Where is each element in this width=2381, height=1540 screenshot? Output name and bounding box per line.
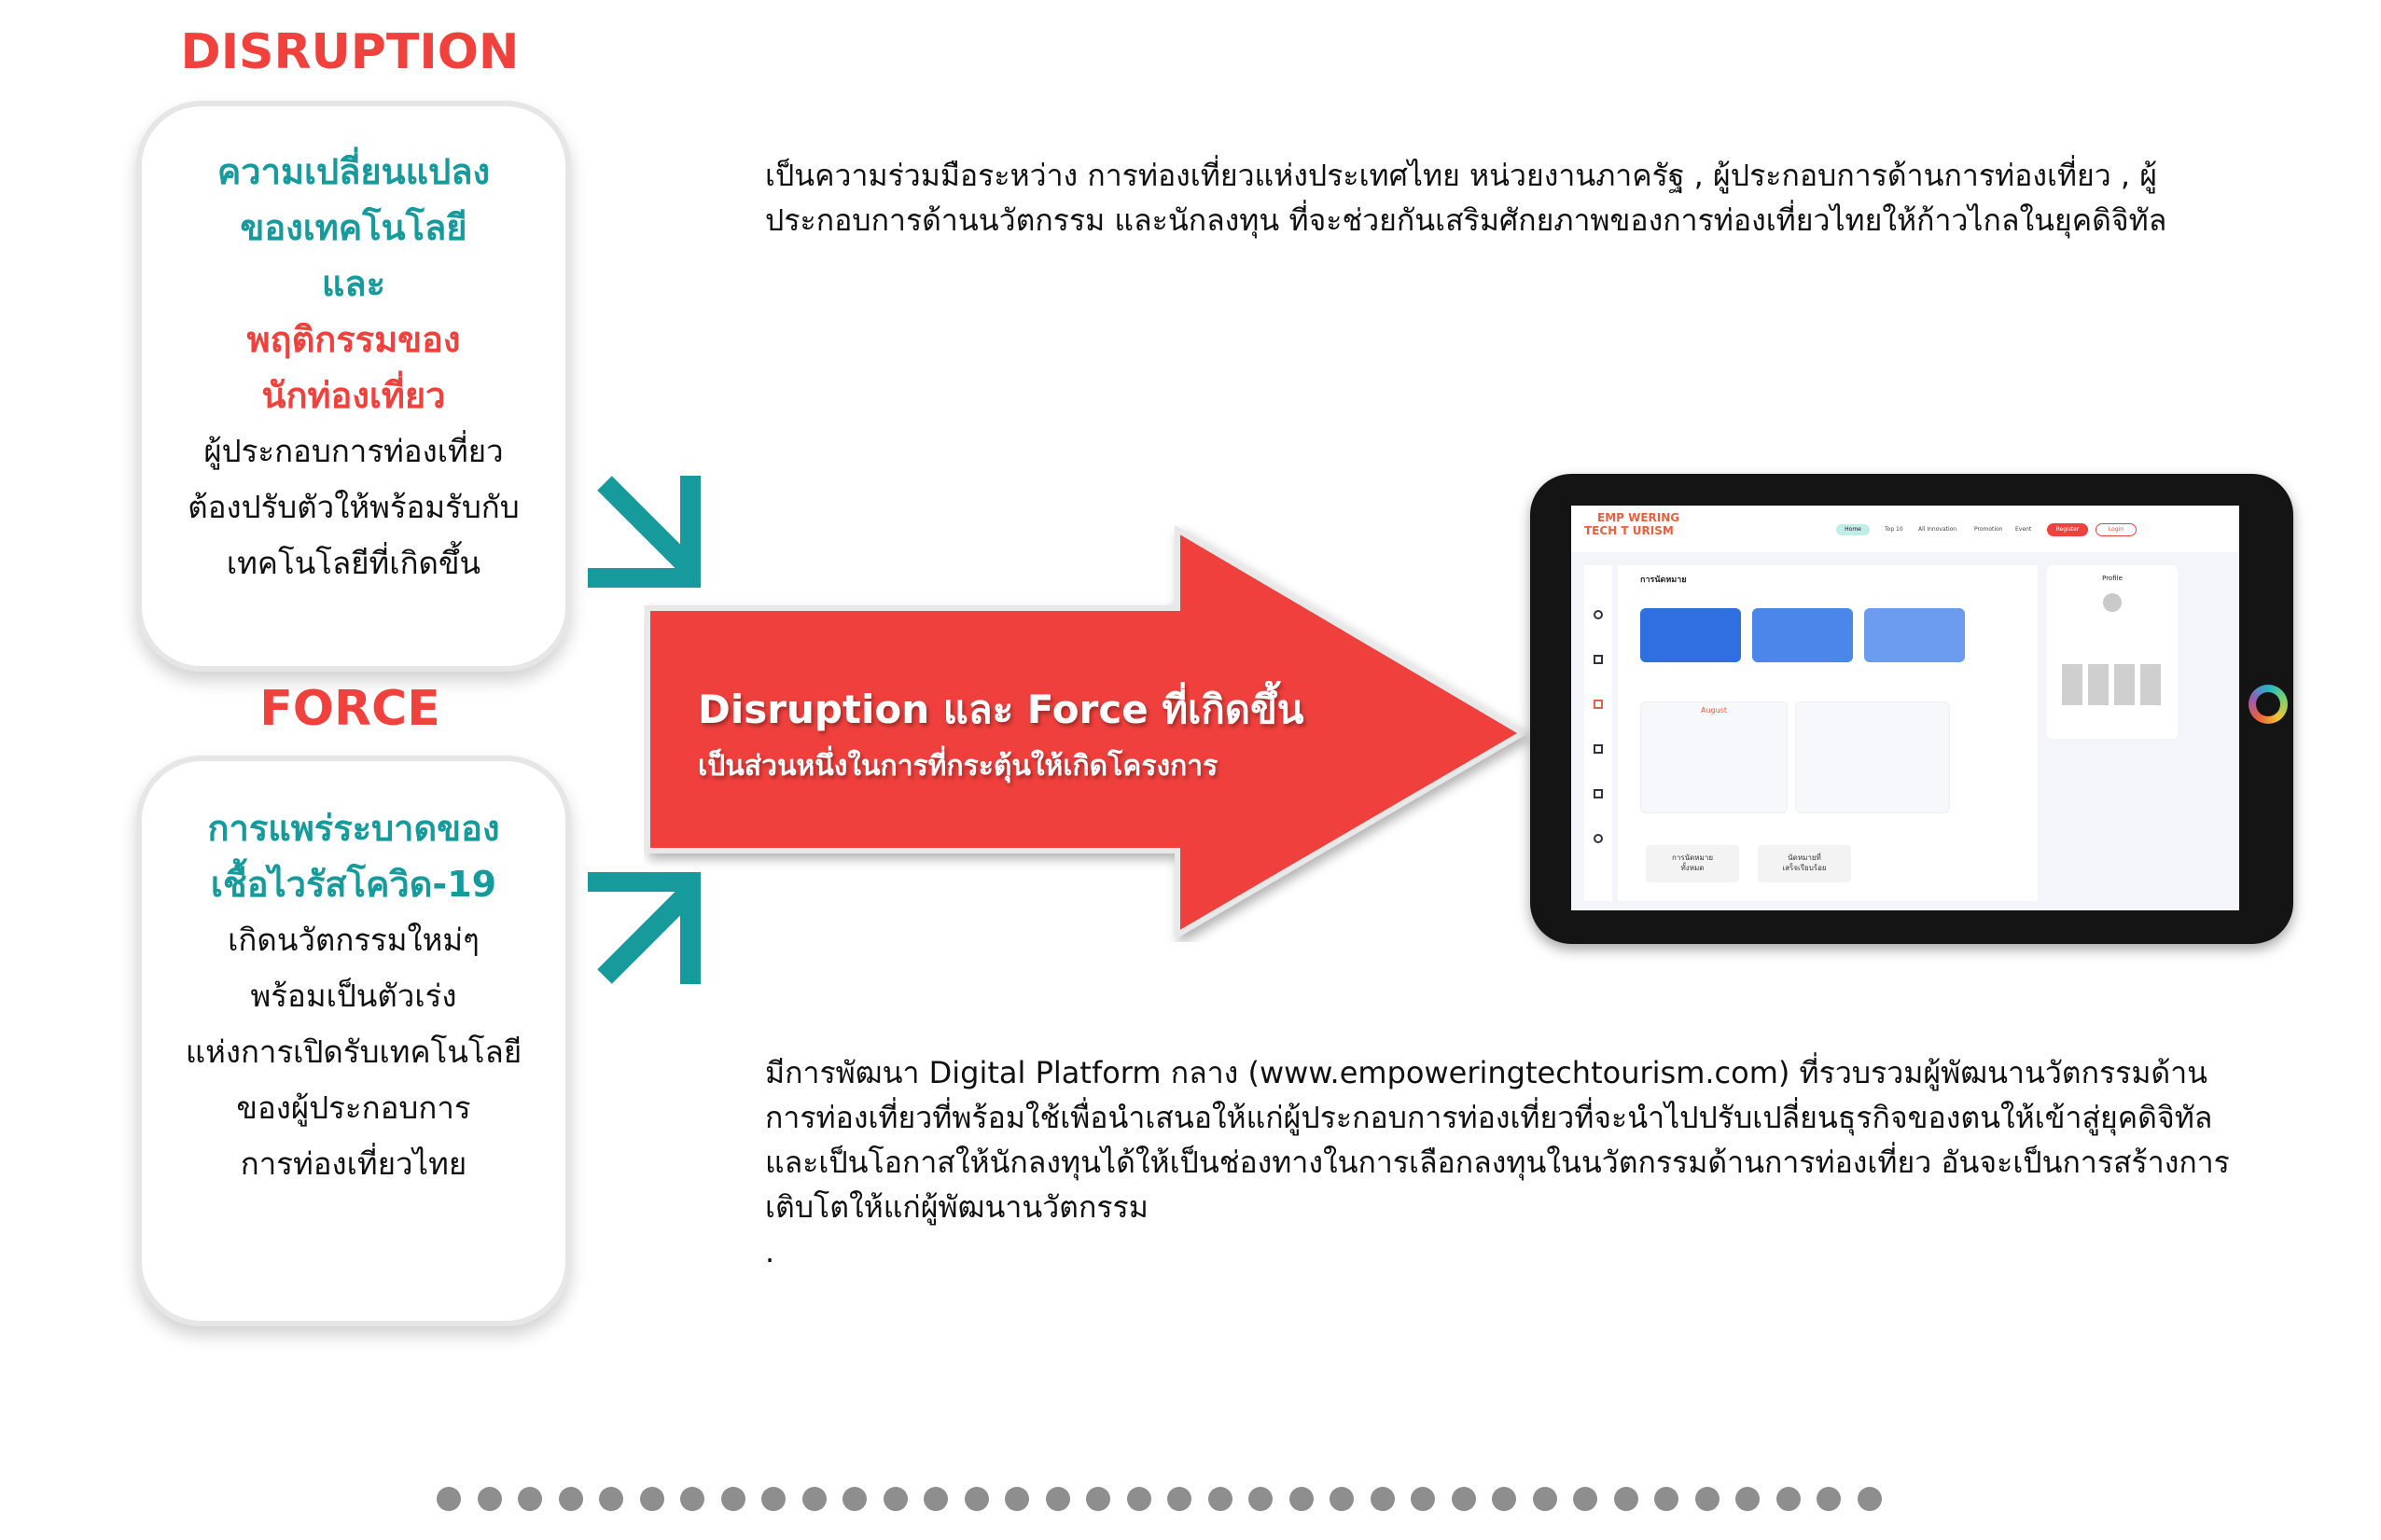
screen-nav-top10[interactable]: Top 10 <box>1885 526 1903 533</box>
separator-dot <box>884 1487 908 1511</box>
appointment-card-2[interactable] <box>1752 608 1853 662</box>
separator-dot <box>559 1487 583 1511</box>
separator-dot <box>640 1487 664 1511</box>
separator-dot <box>680 1487 704 1511</box>
screen-nav-event[interactable]: Event <box>2015 526 2032 533</box>
screen-section-title: การนัดหมาย <box>1640 576 1687 585</box>
separator-dot <box>1127 1487 1151 1511</box>
disruption-red-1: พฤติกรรมของ <box>246 319 461 360</box>
screen-profile-panel <box>2047 565 2178 739</box>
disruption-plain-3: เทคโนโลยีที่เกิดขึ้น <box>226 545 481 581</box>
bottom-paragraph-line-2: การท่องเที่ยวที่พร้อมใช้เพื่อนำเสนอให้แก่ผู้ประกอบการท่องเที่ยวที่จะนำไปปรับเปลี่ยนธุรกิจของตนให้เข้าสู่ยุคดิจิทัล <box>765 1100 2213 1135</box>
bottom-paragraph-line-3: และเป็นโอกาสให้นักลงทุนได้ให้เป็นช่องทางในการเลือกลงทุนในนวัตกรรมด้านการท่องเที่ยว อันจะเป็นการสร้างการ <box>765 1145 2230 1180</box>
force-card <box>136 756 571 1326</box>
screen-nav-home[interactable]: Home <box>1836 524 1870 535</box>
sidebar-icon-3[interactable] <box>1594 700 1603 709</box>
screen-btn-done-appointments[interactable]: นัดหมายที่ เสร็จเรียบร้อย <box>1758 845 1851 882</box>
tablet-camera-icon <box>2249 685 2288 724</box>
bottom-paragraph-line-5: . <box>765 1234 775 1269</box>
disruption-teal-1: ความเปลี่ยนแปลง <box>216 151 491 192</box>
center-arrow-title: Disruption และ Force ที่เกิดขึ้น <box>698 687 1304 732</box>
dot-separator <box>437 1487 1882 1511</box>
disruption-card <box>136 101 571 672</box>
separator-dot <box>1817 1487 1841 1511</box>
sidebar-icon-5[interactable] <box>1594 789 1603 798</box>
screen-register-button[interactable]: Register <box>2047 523 2088 536</box>
separator-dot <box>1573 1487 1597 1511</box>
force-plain-2: พร้อมเป็นตัวเร่ง <box>250 978 457 1014</box>
bottom-paragraph-line-4: เติบโตให้แก่ผู้พัฒนานวัตกรรม <box>765 1189 1149 1225</box>
separator-dot <box>1492 1487 1516 1511</box>
separator-dot <box>437 1487 461 1511</box>
profile-avatar <box>2103 593 2122 612</box>
separator-dot <box>1452 1487 1476 1511</box>
screen-nav-innovation[interactable]: All Innovation <box>1918 526 1957 533</box>
top-paragraph-line-1: เป็นความร่วมมือระหว่าง การท่องเที่ยวแห่งประเทศไทย หน่วยงานภาครัฐ , ผู้ประกอบการด้านการท่องเที่ยว , ผู้ <box>765 158 2157 193</box>
sidebar-icon-2[interactable] <box>1594 655 1603 664</box>
disruption-plain-2: ต้องปรับตัวให้พร้อมรับกับ <box>188 489 520 525</box>
center-arrow-subtitle: เป็นส่วนหนึ่งในการที่กระตุ้นให้เกิดโครงการ <box>698 750 1218 783</box>
bottom-paragraph <box>765 1050 2230 1274</box>
separator-dot <box>965 1487 989 1511</box>
force-teal-2: เชื้อไวรัสโควิด-19 <box>210 864 497 905</box>
screen-logo-line2: TECH T URISM <box>1584 524 1674 537</box>
top-paragraph-line-2: ประกอบการด้านนวัตกรรม และนักลงทุน ที่จะช่วยกันเสริมศักยภาพของการท่องเที่ยวไทยให้ก้าวไกลในยุคดิจิทัล <box>765 202 2167 238</box>
top-paragraph <box>765 153 2166 243</box>
screen-nav-promotion[interactable]: Promotion <box>1974 526 2003 533</box>
separator-dot <box>1208 1487 1232 1511</box>
separator-dot <box>1248 1487 1273 1511</box>
sidebar-icon-1[interactable] <box>1594 610 1603 619</box>
disruption-red-2: นักท่องเที่ยว <box>261 375 446 416</box>
separator-dot <box>842 1487 867 1511</box>
screen-schedule-list <box>1795 701 1950 813</box>
tablet-screen <box>1571 506 2239 910</box>
separator-dot <box>599 1487 623 1511</box>
separator-dot <box>924 1487 948 1511</box>
separator-dot <box>518 1487 542 1511</box>
separator-dot <box>802 1487 827 1511</box>
separator-dot <box>1086 1487 1110 1511</box>
separator-dot <box>1411 1487 1435 1511</box>
separator-dot <box>478 1487 502 1511</box>
profile-badge-grid <box>2062 664 2163 705</box>
force-plain-3: แห่งการเปิดรับเทคโนโลยี <box>185 1034 522 1070</box>
sidebar-icon-6[interactable] <box>1594 834 1603 843</box>
separator-dot <box>1289 1487 1314 1511</box>
appointment-card-3[interactable] <box>1864 608 1965 662</box>
separator-dot <box>1735 1487 1760 1511</box>
screen-header <box>1571 506 2239 552</box>
force-plain-4: ของผู้ประกอบการ <box>236 1089 471 1126</box>
appointment-card-1[interactable] <box>1640 608 1741 662</box>
separator-dot <box>1654 1487 1678 1511</box>
calendar-month: August <box>1701 706 1727 715</box>
separator-dot <box>1167 1487 1191 1511</box>
screen-logo-line1: EMP WERING <box>1597 511 1680 524</box>
separator-dot <box>1371 1487 1395 1511</box>
separator-dot <box>1330 1487 1354 1511</box>
separator-dot <box>721 1487 745 1511</box>
separator-dot <box>1614 1487 1638 1511</box>
force-heading: FORCE <box>259 681 440 737</box>
disruption-heading: DISRUPTION <box>180 24 520 80</box>
tablet-mockup <box>1530 474 2293 944</box>
bottom-paragraph-line-1: มีการพัฒนา Digital Platform กลาง (www.empoweringtechtourism.com) ที่รวบรวมผู้พัฒนานวัตกรรมด้าน <box>765 1055 2208 1090</box>
separator-dot <box>1533 1487 1557 1511</box>
screen-main-panel <box>1618 565 2038 901</box>
disruption-plain-1: ผู้ประกอบการท่องเที่ยว <box>203 433 504 469</box>
sidebar-icon-4[interactable] <box>1594 744 1603 754</box>
separator-dot <box>1005 1487 1029 1511</box>
force-teal-1: การแพร่ระบาดของ <box>207 808 500 849</box>
force-plain-5: การท่องเที่ยวไทย <box>240 1145 467 1182</box>
screen-calendar <box>1640 701 1788 813</box>
force-plain-1: เกิดนวัตกรรมใหม่ๆ <box>228 922 480 958</box>
separator-dot <box>1695 1487 1720 1511</box>
separator-dot <box>1776 1487 1801 1511</box>
separator-dot <box>1046 1487 1070 1511</box>
separator-dot <box>1858 1487 1882 1511</box>
disruption-teal-2: ของเทคโนโลยี <box>240 207 467 248</box>
screen-login-button[interactable]: Login <box>2096 523 2137 536</box>
profile-title: Profile <box>2102 575 2123 582</box>
screen-btn-all-appointments[interactable]: การนัดหมาย ทั้งหมด <box>1646 845 1739 882</box>
separator-dot <box>761 1487 786 1511</box>
disruption-teal-3: และ <box>321 263 386 304</box>
screen-sidebar <box>1584 565 1612 901</box>
